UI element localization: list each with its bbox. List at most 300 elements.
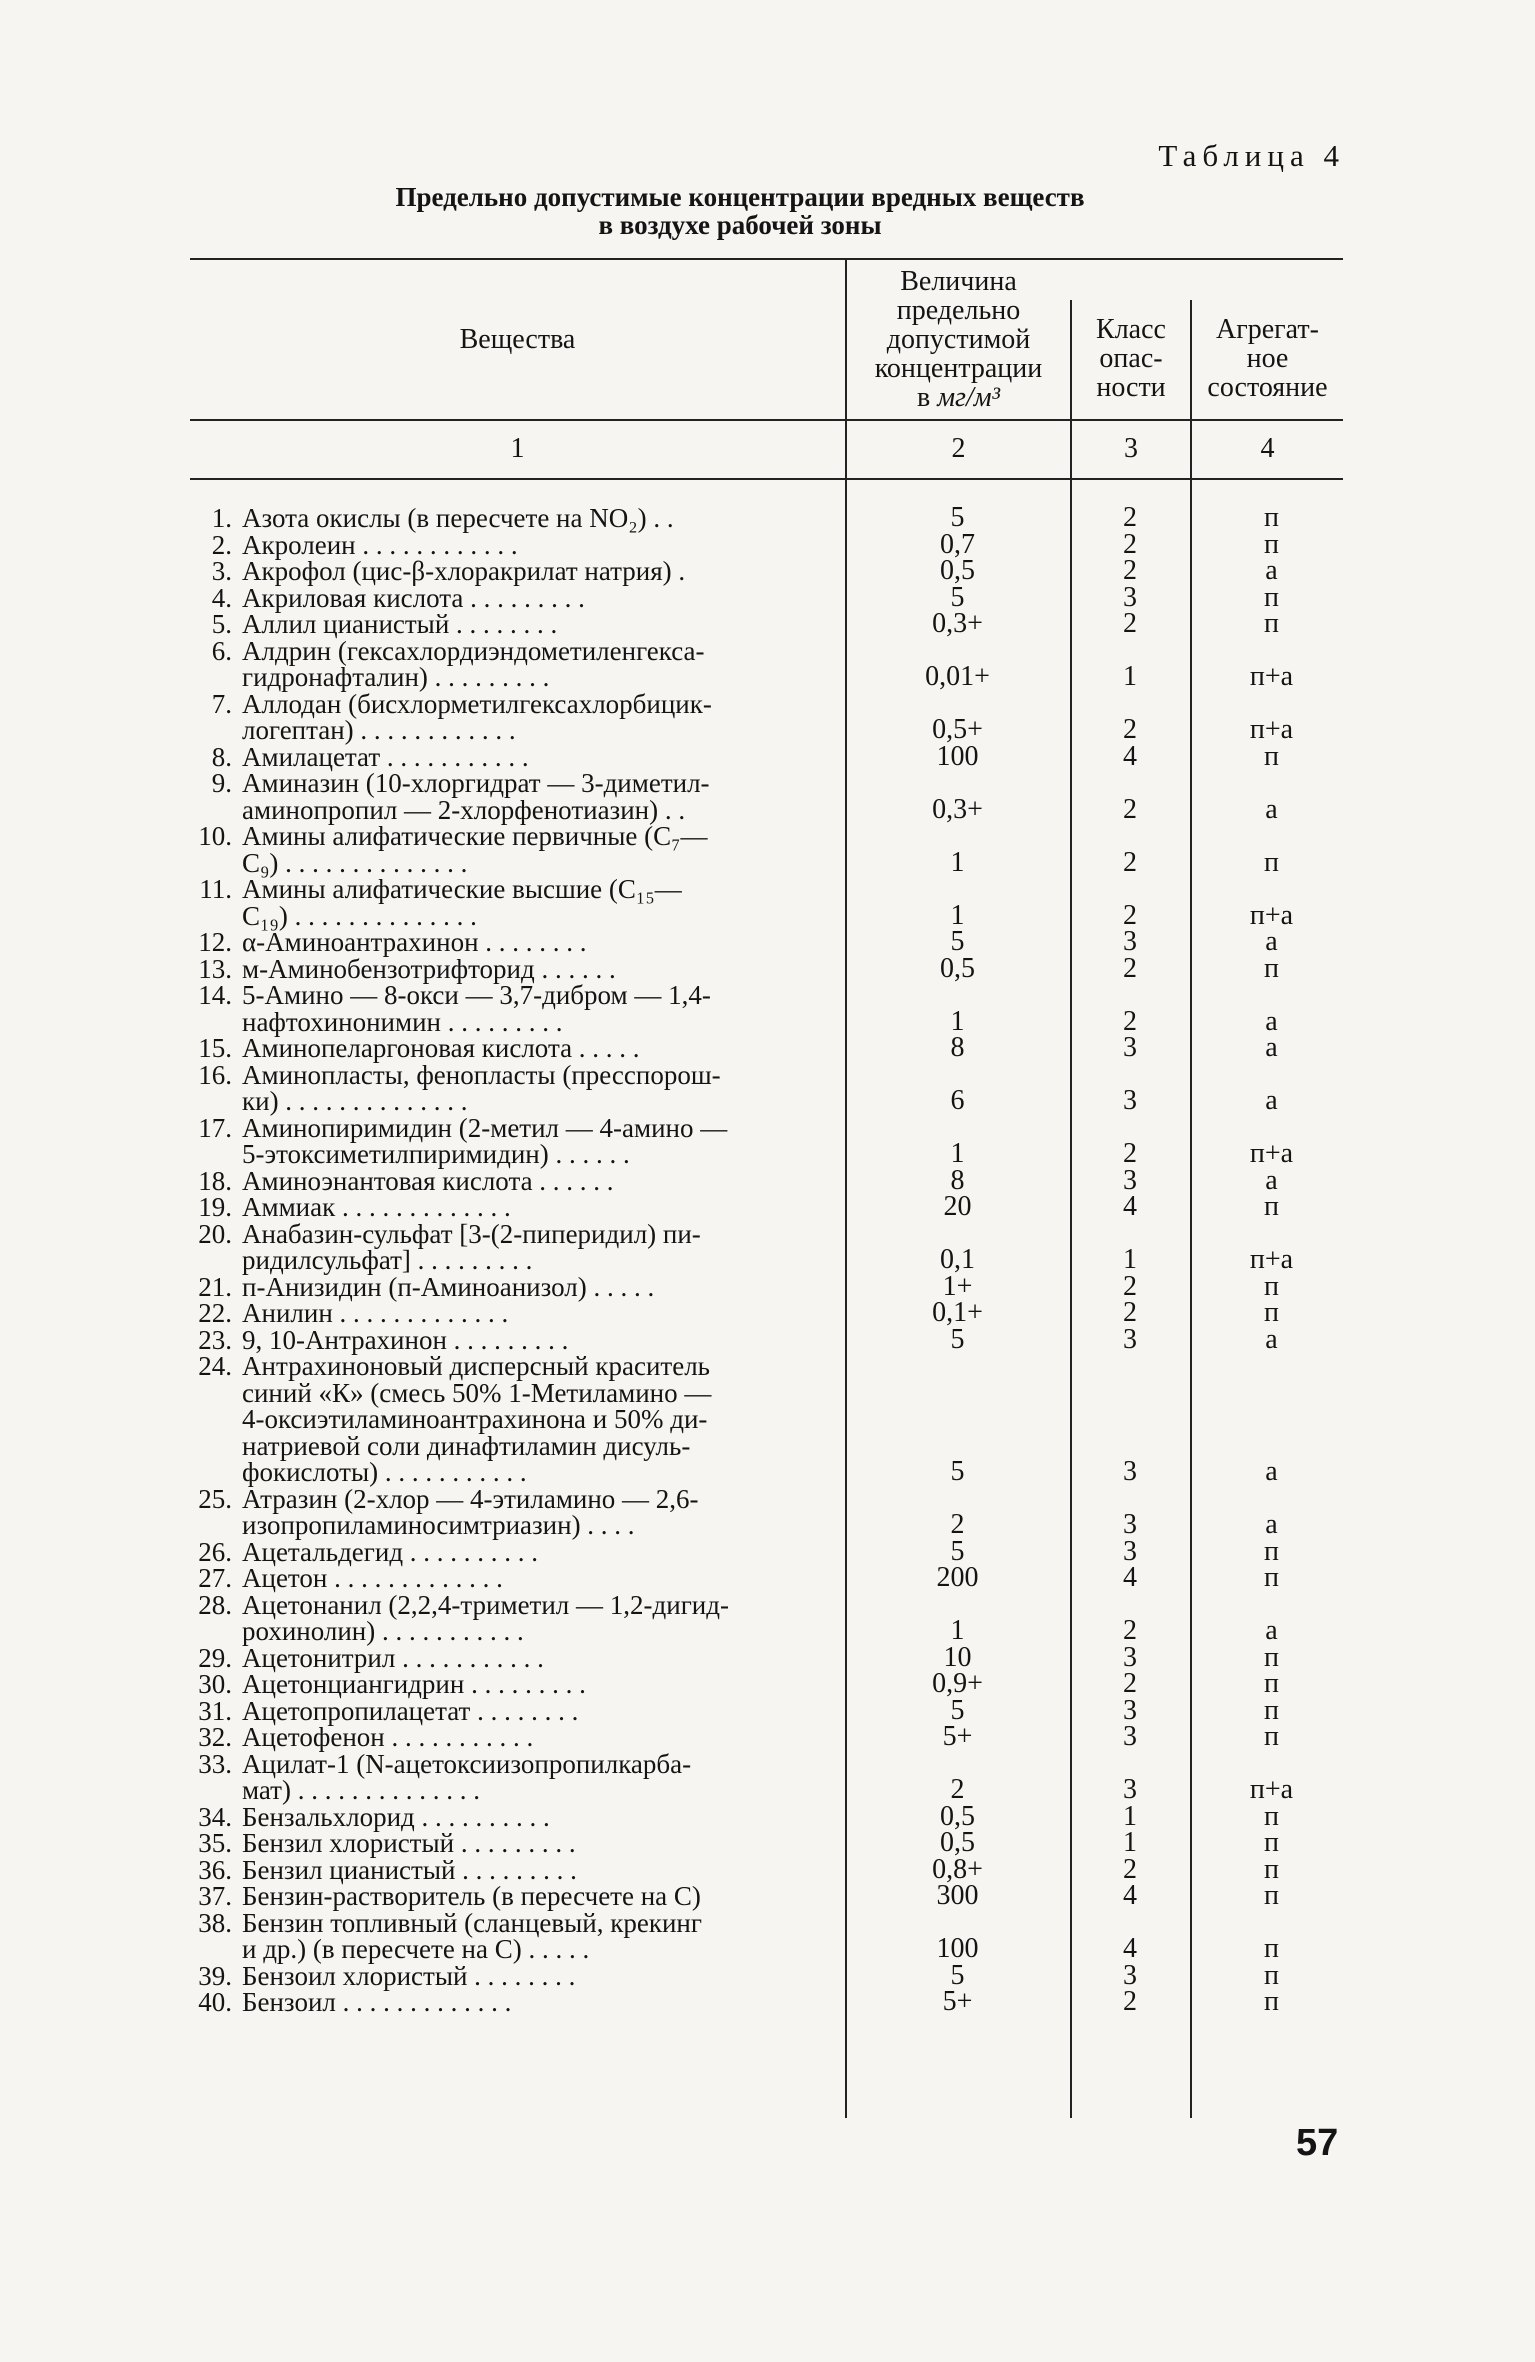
mac-value: 0,5	[940, 1800, 975, 1832]
table-row	[190, 1323, 1343, 1355]
row-number: 29.	[198, 1642, 232, 1673]
table-row	[190, 982, 1343, 1035]
substance-name: Анабазин-сульфат [3-(2-пиперидил) пи- ридилсульфат] . . . . . . . . .	[242, 1218, 701, 1275]
row-number: 3.	[211, 556, 232, 586]
substance-name: Антрахиноновый дисперсный краситель синий «К» (смесь 50% 1-Метиламино — 4-оксиэтиламиноантрахинона и 50% ди- натриевой соли динафтиламин дисуль- фокислоты) . . . . . . . . . . .	[242, 1351, 712, 1487]
hazard-class: 1	[1123, 1827, 1137, 1858]
header-concentration-line: предельно	[896, 295, 1021, 326]
substance-cell	[190, 1724, 870, 1751]
header-rule	[190, 419, 1343, 421]
table-caption	[300, 183, 1180, 239]
aggregate-state: п+а	[1249, 899, 1294, 931]
hazard-class: 3	[1123, 1721, 1137, 1752]
hazard-class: 1	[1123, 661, 1137, 692]
mac-value: 10	[943, 1641, 972, 1673]
table-row	[190, 876, 1343, 929]
table-row	[190, 502, 1343, 533]
substance-name: Акрофол (цис-β-хлоракрилат натрия) .	[242, 556, 686, 586]
substance-cell	[190, 1854, 870, 1885]
substance-cell	[190, 611, 870, 638]
mac-value: 1	[950, 1615, 965, 1646]
mac-value: 0,1+	[932, 1297, 983, 1328]
header-aggregate-state-line: состояние	[1207, 372, 1328, 403]
mac-value: 5	[950, 502, 965, 533]
aggregate-state: п	[1264, 608, 1279, 639]
mac-value: 0,7	[940, 528, 975, 560]
substance-name: Акролеин . . . . . . . . . . . .	[242, 529, 518, 560]
hazard-class: 3	[1123, 1032, 1137, 1063]
aggregate-state: п+а	[1249, 1774, 1294, 1805]
substance-name: Алдрин (гексахлордиэндометиленгекса- гидронафталин) . . . . . . . . .	[242, 635, 705, 692]
mac-value: 200	[936, 1562, 979, 1593]
row-number: 16.	[198, 1059, 232, 1090]
header-hazard-class	[1072, 300, 1190, 417]
header-hazard-class-line: опас-	[1099, 343, 1163, 374]
mac-value: 0,8+	[932, 1853, 983, 1885]
substance-name: Аминопеларгоновая кислота . . . . .	[242, 1033, 640, 1063]
table-row	[190, 740, 1343, 772]
hazard-class: 3	[1123, 1641, 1137, 1673]
row-number: 37.	[198, 1881, 232, 1911]
row-number: 34.	[198, 1801, 232, 1832]
row-number: 2.	[211, 529, 232, 560]
table-row	[190, 1535, 1343, 1567]
table-row	[190, 1748, 1343, 1805]
row-number: 32.	[198, 1722, 232, 1752]
substance-name: Амины алифатические первичные (C₇— C₉) . . . . . . . . . . . . . .	[242, 821, 708, 878]
aggregate-state: а	[1265, 1085, 1278, 1116]
table-row	[190, 1562, 1343, 1593]
mac-value: 2	[950, 1509, 965, 1540]
substance-cell	[190, 1059, 870, 1116]
substance-name: Бензоил хлористый . . . . . . . .	[242, 1960, 576, 1991]
hazard-class: 3	[1123, 1535, 1137, 1567]
substance-cell	[190, 1748, 870, 1805]
aggregate-state: п+а	[1249, 714, 1294, 745]
mac-value: 5	[950, 1959, 965, 1991]
header-concentration-line: допустимой	[886, 324, 1031, 355]
mac-value: 0,5+	[932, 714, 983, 745]
mac-value: 8	[950, 1032, 965, 1063]
substance-cell	[190, 1695, 870, 1726]
substance-cell	[190, 1589, 870, 1646]
table-row	[190, 1694, 1343, 1726]
substance-name: Аминазин (10-хлоргидрат — 3-диметил- аминопропил — 2-хлорфенотиазин) . .	[242, 768, 710, 825]
table-row	[190, 1668, 1343, 1699]
row-number: 12.	[198, 927, 232, 957]
table-row	[190, 1059, 1343, 1116]
hazard-class: 3	[1123, 581, 1137, 613]
row-number: 26.	[198, 1536, 232, 1567]
substance-name: Амины алифатические высшие (C₁₅— C₁₉) . . . . . . . . . . . . . .	[242, 874, 682, 931]
mac-value: 5	[950, 1323, 965, 1355]
substance-name: Ацетопропилацетат . . . . . . . .	[242, 1695, 579, 1726]
substance-cell	[190, 1218, 870, 1275]
substance-cell	[190, 505, 870, 532]
hazard-class: 2	[1123, 1138, 1137, 1169]
header-concentration-line: Величина	[900, 266, 1017, 297]
table-row	[190, 1353, 1343, 1486]
substance-cell	[190, 1989, 870, 2016]
substance-name: Бензил цианистый . . . . . . . . .	[242, 1854, 577, 1885]
hazard-class: 2	[1123, 528, 1137, 560]
header-aggregate-state-line: ное	[1246, 343, 1289, 374]
aggregate-state: п	[1264, 581, 1279, 613]
hazard-class: 2	[1123, 793, 1137, 825]
hazard-class: 2	[1123, 1668, 1137, 1699]
caption-line-2: в воздухе рабочей зоны	[598, 210, 882, 240]
table-row	[190, 1032, 1343, 1063]
table-row	[190, 952, 1343, 984]
table-row	[190, 1827, 1343, 1858]
mac-value: 5	[950, 1694, 965, 1726]
table-row	[190, 581, 1343, 613]
aggregate-state: п+а	[1249, 661, 1294, 692]
substance-cell	[190, 1960, 870, 1991]
table-row	[190, 1218, 1343, 1275]
table-row	[190, 688, 1343, 745]
aggregate-state: п+а	[1249, 1244, 1294, 1275]
row-number: 36.	[198, 1854, 232, 1885]
row-number: 15.	[198, 1033, 232, 1063]
hazard-class: 1	[1123, 1244, 1137, 1275]
mac-value: 100	[936, 1933, 979, 1964]
aggregate-state: а	[1265, 1032, 1278, 1063]
aggregate-state: а	[1265, 555, 1278, 586]
row-number: 6.	[211, 635, 232, 666]
substance-name: Аминопласты, фенопласты (пресспорош- ки) . . . . . . . . . . . . . .	[242, 1059, 721, 1116]
substance-cell	[190, 1483, 870, 1540]
substance-name: Бензальхлорид . . . . . . . . . .	[242, 1801, 550, 1832]
substance-cell	[190, 1271, 870, 1302]
aggregate-state: а	[1265, 1456, 1278, 1487]
row-number: 20.	[198, 1218, 232, 1249]
substance-cell	[190, 1300, 870, 1327]
mac-value: 8	[950, 1164, 965, 1196]
aggregate-state: п	[1264, 846, 1279, 878]
caption-line-1: Предельно допустимые концентрации вредных веществ	[395, 182, 1085, 212]
substance-cell	[190, 1883, 870, 1910]
row-number: 33.	[198, 1748, 232, 1779]
row-number: 27.	[198, 1563, 232, 1593]
row-number: 31.	[198, 1695, 232, 1726]
row-number: 4.	[211, 582, 232, 613]
substance-cell	[190, 1353, 870, 1486]
table-row	[190, 1641, 1343, 1673]
column-number-3: 3	[1124, 433, 1138, 464]
column-number-1: 1	[510, 433, 525, 464]
hazard-class: 3	[1123, 926, 1137, 957]
row-number: 38.	[198, 1907, 232, 1938]
aggregate-state: п	[1264, 1641, 1279, 1673]
substance-name: Анилин . . . . . . . . . . . . .	[242, 1298, 509, 1328]
aggregate-state: п	[1264, 1668, 1279, 1699]
row-number: 28.	[198, 1589, 232, 1620]
substance-name: 9, 10-Антрахинон . . . . . . . . .	[242, 1324, 569, 1355]
hazard-class: 2	[1123, 952, 1137, 984]
mac-value: 0,5	[940, 952, 975, 984]
substance-cell	[190, 558, 870, 585]
table-row	[190, 1270, 1343, 1302]
aggregate-state: а	[1265, 1164, 1278, 1196]
table-row	[190, 823, 1343, 876]
column-number-2: 2	[951, 433, 966, 464]
header-aggregate-state-line: Агрегат-	[1216, 314, 1319, 345]
hazard-class: 4	[1123, 1562, 1137, 1593]
substance-name: Аллодан (бисхлорметилгексахлорбицик- логептан) . . . . . . . . . . . .	[242, 688, 712, 745]
table-top-rule	[190, 258, 1343, 260]
table-row	[190, 608, 1343, 639]
aggregate-state: п	[1264, 1933, 1279, 1964]
numbering-rule	[190, 478, 1343, 480]
hazard-class: 3	[1123, 1456, 1137, 1487]
row-number: 23.	[198, 1324, 232, 1355]
substance-cell	[190, 635, 870, 692]
aggregate-state: п	[1264, 1297, 1279, 1328]
hazard-class: 2	[1123, 846, 1137, 878]
header-concentration-line: концентрации	[874, 353, 1043, 384]
header-aggregate-state	[1192, 300, 1343, 417]
row-number: 30.	[198, 1669, 232, 1699]
hazard-class: 2	[1123, 555, 1137, 586]
hazard-class: 2	[1123, 502, 1137, 533]
mac-value: 0,3+	[932, 608, 983, 639]
row-number: 1.	[211, 503, 232, 533]
hazard-class: 3	[1123, 1085, 1137, 1116]
aggregate-state: п	[1264, 1853, 1279, 1885]
row-number: 17.	[198, 1112, 232, 1143]
aggregate-state: п	[1264, 528, 1279, 560]
substance-name: Бензин топливный (сланцевый, крекинг и др.) (в пересчете на С) . . . . .	[242, 1907, 702, 1964]
hazard-class: 3	[1123, 1959, 1137, 1991]
aggregate-state: п	[1264, 1694, 1279, 1726]
substance-cell	[190, 982, 870, 1035]
table-row	[190, 1589, 1343, 1646]
hazard-class: 3	[1123, 1774, 1137, 1805]
header-concentration-unit-line	[917, 383, 1000, 412]
substance-cell	[190, 1565, 870, 1592]
hazard-class: 3	[1123, 1509, 1137, 1540]
page-number: 57	[1296, 2122, 1339, 2164]
mac-value: 1	[950, 1005, 965, 1037]
hazard-class: 3	[1123, 1164, 1137, 1196]
header-hazard-class-line: Класс	[1096, 314, 1166, 345]
aggregate-state: п	[1264, 740, 1279, 772]
mac-value: 2	[950, 1774, 965, 1805]
substance-name: Аминоэнантовая кислота . . . . . .	[242, 1165, 614, 1196]
aggregate-state: п	[1264, 1721, 1279, 1752]
substance-cell	[190, 529, 870, 560]
table-number: Таблица 4	[1158, 138, 1345, 173]
substance-name: Ацетонитрил . . . . . . . . . . .	[242, 1642, 544, 1673]
header-substances-label: Вещества	[459, 324, 576, 355]
substance-name: Азота окислы (в пересчете на NO₂) . .	[242, 503, 674, 533]
mac-value: 100	[936, 740, 979, 772]
substance-name: Атразин (2-хлор — 4-этиламино — 2,6- изопропиламиносимтриазин) . . . .	[242, 1483, 699, 1540]
table-row	[190, 1191, 1343, 1222]
mac-value: 5+	[942, 1986, 973, 2017]
mac-value: 5+	[942, 1721, 973, 1752]
hazard-class: 4	[1123, 1191, 1137, 1222]
mac-value: 0,5	[940, 555, 975, 586]
substance-cell	[190, 1830, 870, 1857]
header-concentration-unit: мг/м³	[937, 382, 1001, 413]
row-number: 13.	[198, 953, 232, 984]
table-row	[190, 1721, 1343, 1752]
substance-cell	[190, 741, 870, 772]
hazard-class: 4	[1123, 1933, 1137, 1964]
aggregate-state: п	[1264, 1270, 1279, 1302]
aggregate-state: а	[1265, 1509, 1278, 1540]
aggregate-state: а	[1265, 926, 1278, 957]
mac-value: 1	[950, 846, 965, 878]
mac-value: 6	[950, 1085, 965, 1116]
aggregate-state: а	[1265, 1615, 1278, 1646]
substance-cell	[190, 1194, 870, 1221]
row-number: 10.	[198, 821, 232, 851]
substance-cell	[190, 1324, 870, 1355]
hazard-class: 3	[1123, 1323, 1137, 1355]
table-row	[190, 770, 1343, 823]
table-row	[190, 555, 1343, 586]
substance-cell	[190, 1642, 870, 1673]
substance-name: Ацилат-1 (N-ацетоксиизопропилкарба- мат) . . . . . . . . . . . . . .	[242, 1748, 692, 1805]
substance-name: Ацетонциангидрин . . . . . . . . .	[242, 1669, 586, 1699]
substance-name: п-Анизидин (п-Аминоанизол) . . . . .	[242, 1271, 655, 1302]
mac-value: 300	[936, 1880, 979, 1911]
row-number: 35.	[198, 1828, 232, 1858]
substance-cell	[190, 953, 870, 984]
substance-name: Бензоил . . . . . . . . . . . . .	[242, 1987, 512, 2017]
row-number: 25.	[198, 1483, 232, 1514]
hazard-class: 4	[1123, 1880, 1137, 1911]
mac-value: 0,9+	[932, 1668, 983, 1699]
substance-cell	[190, 1801, 870, 1832]
hazard-class: 3	[1123, 1694, 1137, 1726]
substance-name: Амилацетат . . . . . . . . . . .	[242, 741, 529, 772]
row-number: 22.	[198, 1298, 232, 1328]
substance-name: м-Аминобензотрифторид . . . . . .	[242, 953, 616, 984]
table-row	[190, 1880, 1343, 1911]
header-concentration-line: в	[916, 382, 931, 413]
substance-cell	[190, 582, 870, 613]
row-number: 21.	[198, 1271, 232, 1302]
mac-value: 1	[950, 899, 965, 931]
mac-value: 5	[950, 1456, 965, 1487]
row-number: 40.	[198, 1987, 232, 2017]
row-number: 14.	[198, 980, 232, 1010]
row-number: 8.	[211, 741, 232, 772]
aggregate-state: а	[1265, 1323, 1278, 1355]
header-hazard-class-line: ности	[1096, 372, 1166, 403]
hazard-class: 2	[1123, 714, 1137, 745]
hazard-class: 2	[1123, 1986, 1137, 2017]
aggregate-state: п	[1264, 952, 1279, 984]
substance-cell	[190, 1112, 870, 1169]
mac-value: 1+	[942, 1270, 973, 1302]
table-row	[190, 635, 1343, 692]
substance-name: Акриловая кислота . . . . . . . . .	[242, 582, 585, 613]
substance-name: Аммиак . . . . . . . . . . . . .	[242, 1192, 511, 1222]
hazard-class: 2	[1123, 1297, 1137, 1328]
row-number: 19.	[198, 1192, 232, 1222]
mac-value: 5	[950, 926, 965, 957]
hazard-class: 2	[1123, 1853, 1137, 1885]
substance-cell	[190, 823, 870, 876]
table-row	[190, 1483, 1343, 1540]
aggregate-state: п	[1264, 1535, 1279, 1567]
substance-name: Ацетальдегид . . . . . . . . . .	[242, 1536, 539, 1567]
aggregate-state: п	[1264, 1191, 1279, 1222]
aggregate-state: п	[1264, 1800, 1279, 1832]
aggregate-state: а	[1265, 1005, 1278, 1037]
table-row	[190, 528, 1343, 560]
hazard-class: 4	[1123, 740, 1137, 772]
substance-name: Аминопиримидин (2-метил — 4-амино — 5-этоксиметилпиримидин) . . . . . .	[242, 1112, 728, 1169]
hazard-class: 2	[1123, 899, 1137, 931]
header-concentration	[847, 262, 1070, 417]
substance-cell	[190, 1671, 870, 1698]
mac-value: 0,3+	[932, 793, 983, 825]
mac-value: 0,5	[940, 1827, 975, 1858]
table-row	[190, 1164, 1343, 1196]
aggregate-state: п	[1264, 1880, 1279, 1911]
row-number: 24.	[198, 1351, 232, 1381]
mac-value: 20	[943, 1191, 972, 1222]
substance-cell	[190, 1536, 870, 1567]
row-number: 39.	[198, 1960, 232, 1991]
hazard-class: 1	[1123, 1800, 1137, 1832]
row-number: 7.	[211, 688, 232, 719]
row-number: 18.	[198, 1165, 232, 1196]
hazard-class: 2	[1123, 1270, 1137, 1302]
row-number: 9.	[211, 768, 232, 798]
aggregate-state: п	[1264, 502, 1279, 533]
substance-name: α-Аминоантрахинон . . . . . . . .	[242, 927, 587, 957]
table-row	[190, 1112, 1343, 1169]
substance-name: Бензин-растворитель (в пересчете на С)	[242, 1881, 701, 1911]
substance-cell	[190, 876, 870, 929]
hazard-class: 2	[1123, 1005, 1137, 1037]
aggregate-state: а	[1265, 793, 1278, 825]
substance-name: Ацетофенон . . . . . . . . . . .	[242, 1722, 534, 1752]
mac-value: 0,1	[940, 1244, 975, 1275]
substance-cell	[190, 1907, 870, 1964]
aggregate-state: п	[1264, 1986, 1279, 2017]
table-row	[190, 1800, 1343, 1832]
hazard-class: 2	[1123, 1615, 1137, 1646]
table-row	[190, 1853, 1343, 1885]
mac-value: 5	[950, 1535, 965, 1567]
row-number: 11.	[199, 874, 232, 904]
aggregate-state: п	[1264, 1827, 1279, 1858]
substance-name: 5-Амино — 8-окси — 3,7-дибром — 1,4- нафтохинонимин . . . . . . . . .	[242, 980, 711, 1037]
mac-value: 1	[950, 1138, 965, 1169]
substance-name: Ацетонанил (2,2,4-триметил — 1,2-дигид- рохинолин) . . . . . . . . . . .	[242, 1589, 729, 1646]
aggregate-state: п	[1264, 1562, 1279, 1593]
mac-value: 0,01+	[925, 661, 990, 692]
substance-cell	[190, 770, 870, 823]
aggregate-state: п	[1264, 1959, 1279, 1991]
substance-cell	[190, 929, 870, 956]
row-number: 5.	[211, 609, 232, 639]
table-row	[190, 1297, 1343, 1328]
substance-cell	[190, 1165, 870, 1196]
hazard-class: 2	[1123, 608, 1137, 639]
aggregate-state: п+а	[1249, 1138, 1294, 1169]
column-number-4: 4	[1260, 433, 1275, 464]
substance-name: Бензил хлористый . . . . . . . . .	[242, 1828, 576, 1858]
